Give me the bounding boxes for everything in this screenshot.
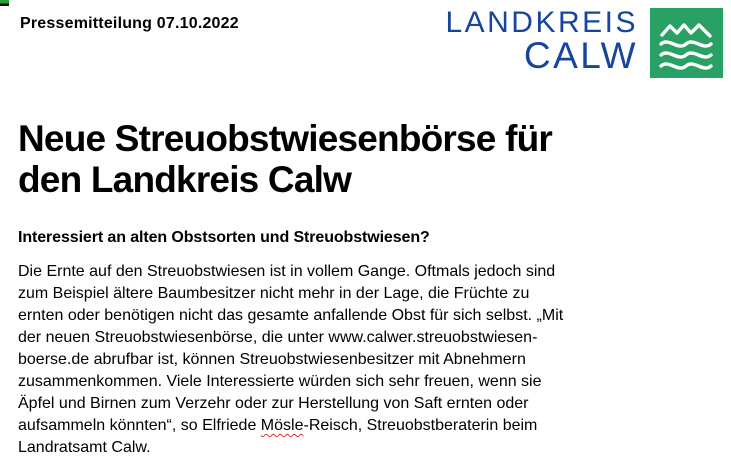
body-closing-line: Landratsamt Calw. [18,439,151,456]
logo-wordmark-landkreis: LANDKREIS [445,6,638,39]
spellchecked-word: Mösle [260,417,304,434]
landkreis-calw-logo [445,8,723,78]
logo-wordmark [445,6,638,76]
body-line-with-spellcheck [18,415,563,437]
body-line: Äpfel und Birnen zum Verzehr oder zur Herstellung von Saft ernten oder [18,395,529,412]
body-text-segment: -Reisch, Streuobstberaterin beim [303,417,538,434]
article-title-line-1: Neue Streuobstwiesenbörse für [18,118,552,159]
body-line: zum Beispiel ältere Baumbesitzer nicht mehr in der Lage, die Früchte zu [18,285,530,302]
logo-wordmark-calw: CALW [523,35,638,76]
press-release-dateline: Pressemitteilung 07.10.2022 [20,15,239,32]
body-line: ernten oder benötigen nicht das gesamte anfallende Obst für sich selbst. „Mit [18,307,564,324]
article-body [18,261,563,459]
corner-artifact-icon [0,0,9,6]
waves-logo-icon [650,8,723,78]
body-line: zusammenkommen. Viele Interessierte würden sich sehr freuen, wenn sie [18,373,542,390]
article-title [18,118,552,200]
body-line: Die Ernte auf den Streuobstwiesen ist in vollem Gange. Oftmals jedoch sind [18,263,556,280]
body-line: boerse.de abrufbar ist, können Streuobstwiesenbesitzer mit Abnehmern [18,351,526,368]
article-title-line-2: den Landkreis Calw [18,159,352,200]
article-subtitle: Interessiert an alten Obstsorten und Streuobstwiesen? [18,229,430,246]
body-text-segment: aufsammeln könnten“, so Elfriede [18,417,261,434]
body-line: der neuen Streuobstwiesenbörse, die unter www.calwer.streuobstwiesen- [18,329,538,346]
